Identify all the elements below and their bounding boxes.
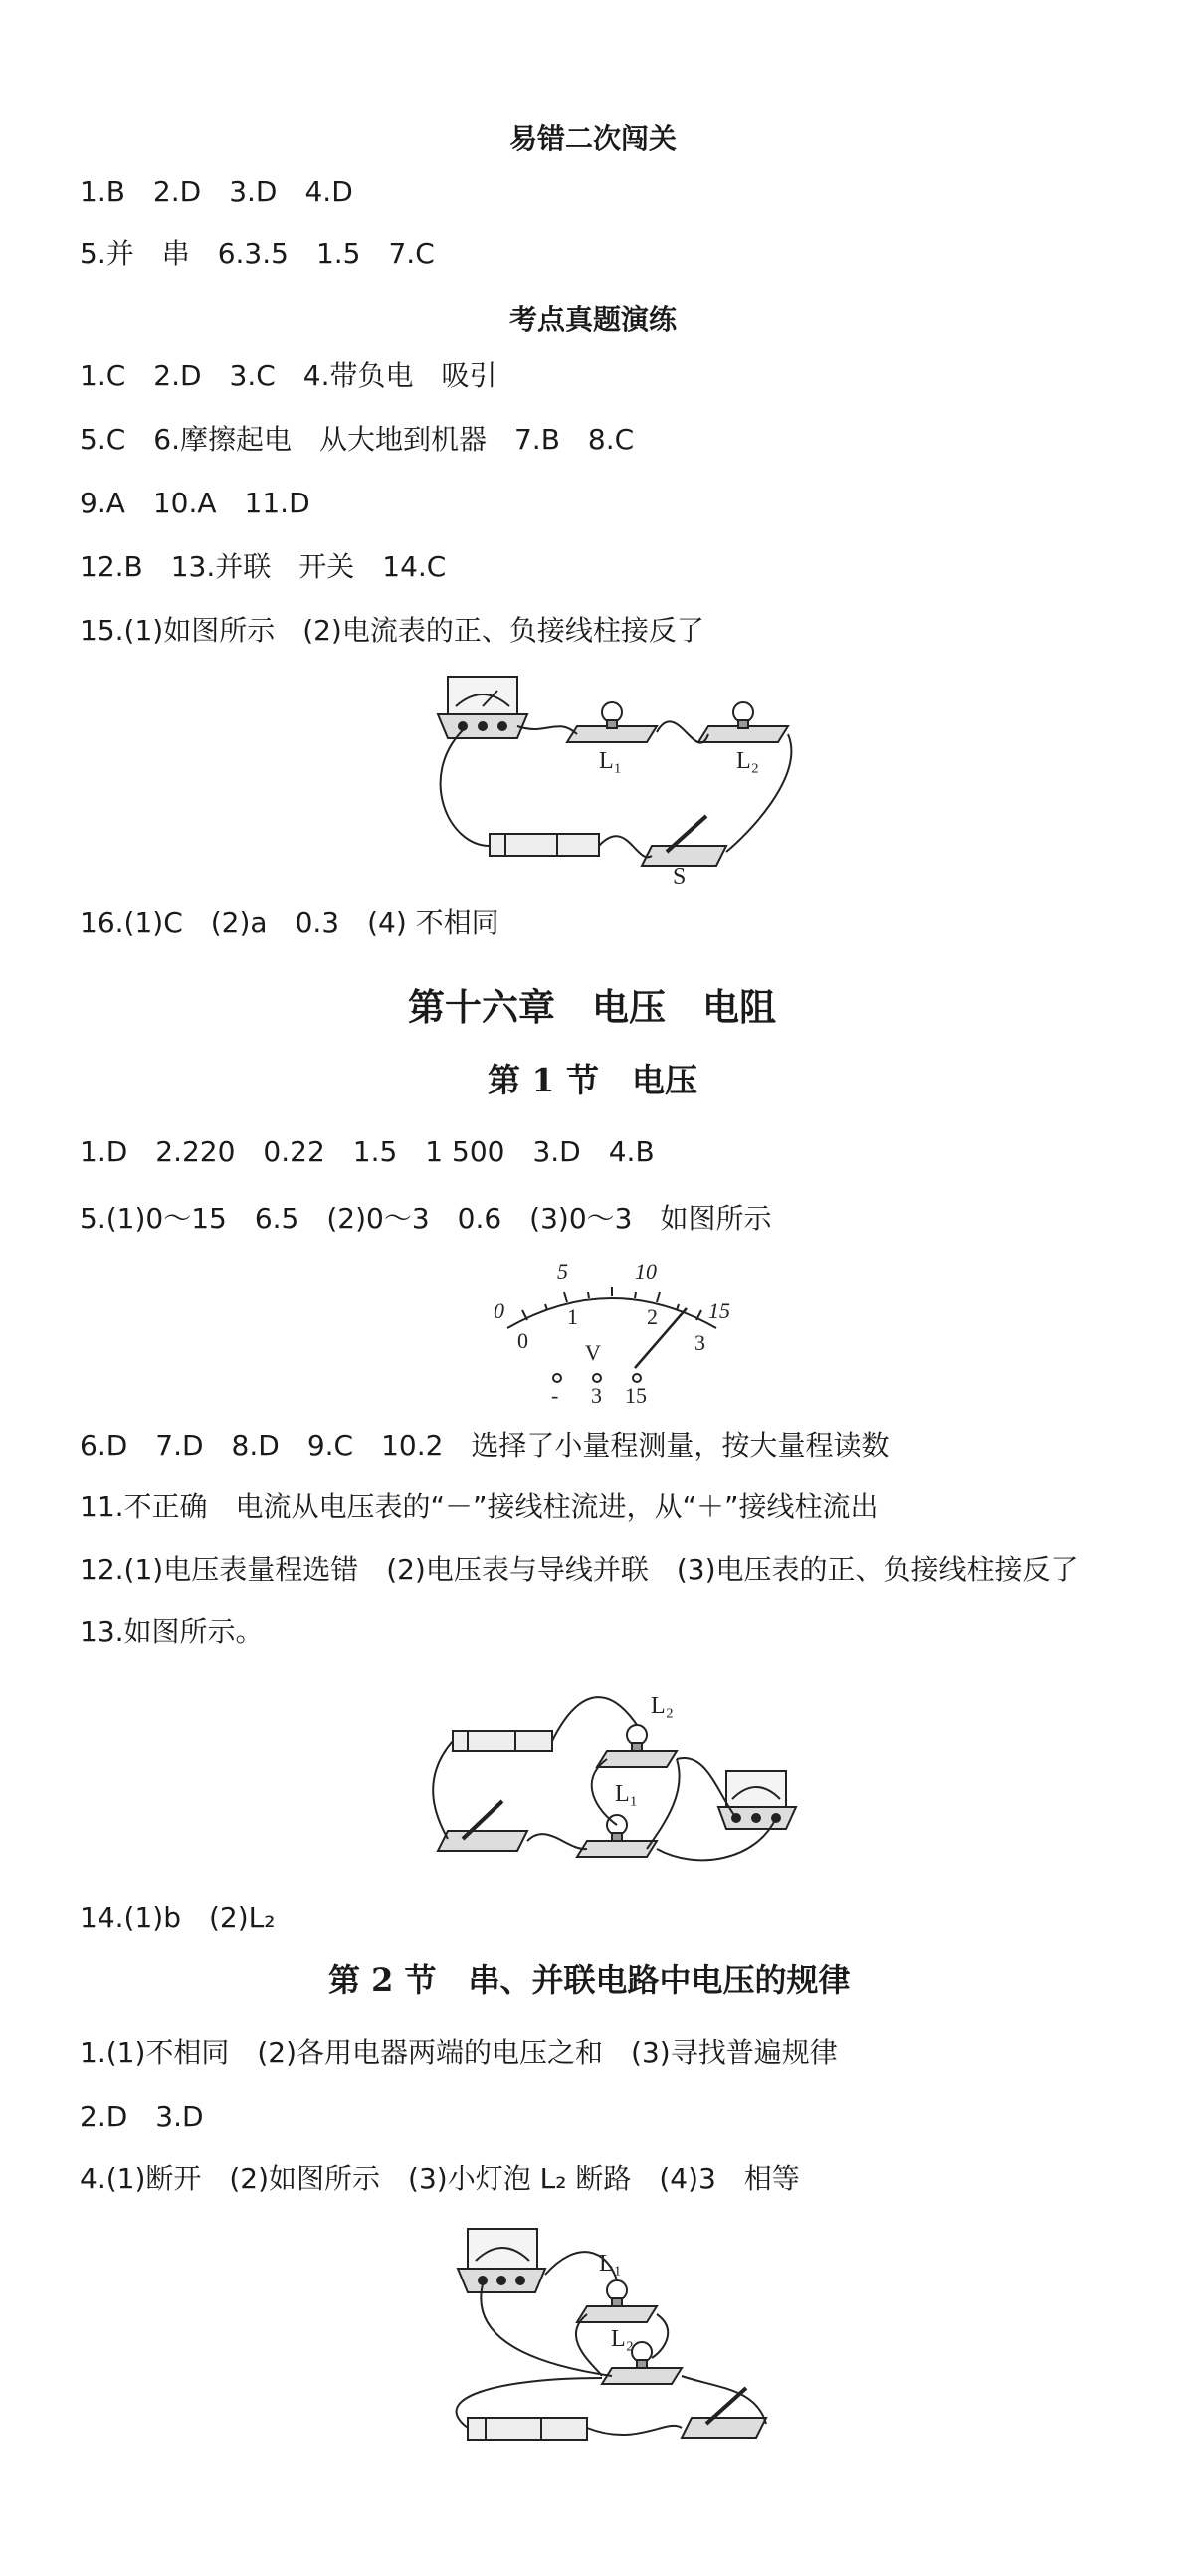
upper-scale-zero: 0 [494, 1298, 504, 1323]
circuit-diagram-q13 [438, 1672, 816, 1881]
lower-scale-label: 0 [517, 1328, 528, 1353]
answer-line: 1.C 2.D 3.C 4.带负电 吸引 [80, 359, 497, 392]
answer-line: 16.(1)C (2)a 0.3 (4) 不相同 [80, 906, 499, 939]
upper-scale-label: 5 [557, 1259, 568, 1284]
terminal-label: 15 [625, 1383, 647, 1408]
section-heading-error-review: 易错二次闯关 [509, 122, 678, 155]
upper-scale-label: 10 [635, 1259, 657, 1284]
lamp-label-l2: L₂ [736, 748, 760, 774]
answer-line: 1.(1)不相同 (2)各用电器两端的电压之和 (3)寻找普遍规律 [80, 2036, 838, 2069]
answer-line: 4.(1)断开 (2)如图所示 (3)小灯泡 L₂ 断路 (4)3 相等 [80, 2162, 800, 2195]
lamp-label-l1: L₁ [615, 1781, 639, 1807]
terminal-label: - [551, 1383, 559, 1408]
unit-label: V [585, 1340, 601, 1365]
lower-scale-label: 2 [647, 1304, 658, 1329]
section-heading-exam-practice: 考点真题演练 [509, 303, 678, 336]
circuit-diagram-q15 [428, 657, 806, 890]
lamp-label-l2: L₂ [611, 2326, 635, 2352]
answer-line: 12.B 13.并联 开关 14.C [80, 550, 447, 583]
lower-scale-label: 1 [567, 1304, 578, 1329]
answer-line: 14.(1)b (2)L₂ [80, 1901, 276, 1934]
answer-line: 5.C 6.摩擦起电 从大地到机器 7.B 8.C [80, 423, 635, 456]
section-title-2: 第 2 节 串、并联电路中电压的规律 [328, 1961, 851, 1999]
circuit-diagram-q4 [438, 2219, 816, 2458]
voltmeter-dial-figure [488, 1259, 736, 1408]
chapter-title: 第十六章 电压 电阻 [408, 985, 776, 1029]
answer-line: 15.(1)如图所示 (2)电流表的正、负接线柱接反了 [80, 614, 704, 647]
answer-line: 1.B 2.D 3.D 4.D [80, 175, 353, 208]
lamp-label-l1: L₁ [599, 2251, 623, 2277]
upper-scale-label: 15 [708, 1298, 730, 1323]
answer-line: 1.D 2.220 0.22 1.5 1 500 3.D 4.B [80, 1135, 655, 1168]
terminal-label: 3 [591, 1383, 602, 1408]
lamp-label-l2: L₂ [651, 1693, 675, 1719]
section-title-1: 第 1 节 电压 [488, 1061, 697, 1099]
answer-line: 5.(1)0～15 6.5 (2)0～3 0.6 (3)0～3 如图所示 [80, 1202, 772, 1235]
answer-line: 2.D 3.D [80, 2100, 204, 2133]
answer-line: 5.并 串 6.3.5 1.5 7.C [80, 237, 435, 270]
lamp-label-l1: L₁ [599, 748, 623, 774]
answer-line: 12.(1)电压表量程选错 (2)电压表与导线并联 (3)电压表的正、负接线柱接反了 [80, 1553, 1079, 1586]
answer-line: 11.不正确 电流从电压表的“－”接线柱流进，从“＋”接线柱流出 [80, 1490, 879, 1523]
switch-label-s: S [673, 864, 687, 890]
answer-line: 9.A 10.A 11.D [80, 487, 310, 519]
answer-line: 13.如图所示。 [80, 1615, 264, 1648]
lower-scale-label: 3 [694, 1330, 705, 1355]
answer-line: 6.D 7.D 8.D 9.C 10.2 选择了小量程测量，按大量程读数 [80, 1429, 890, 1462]
